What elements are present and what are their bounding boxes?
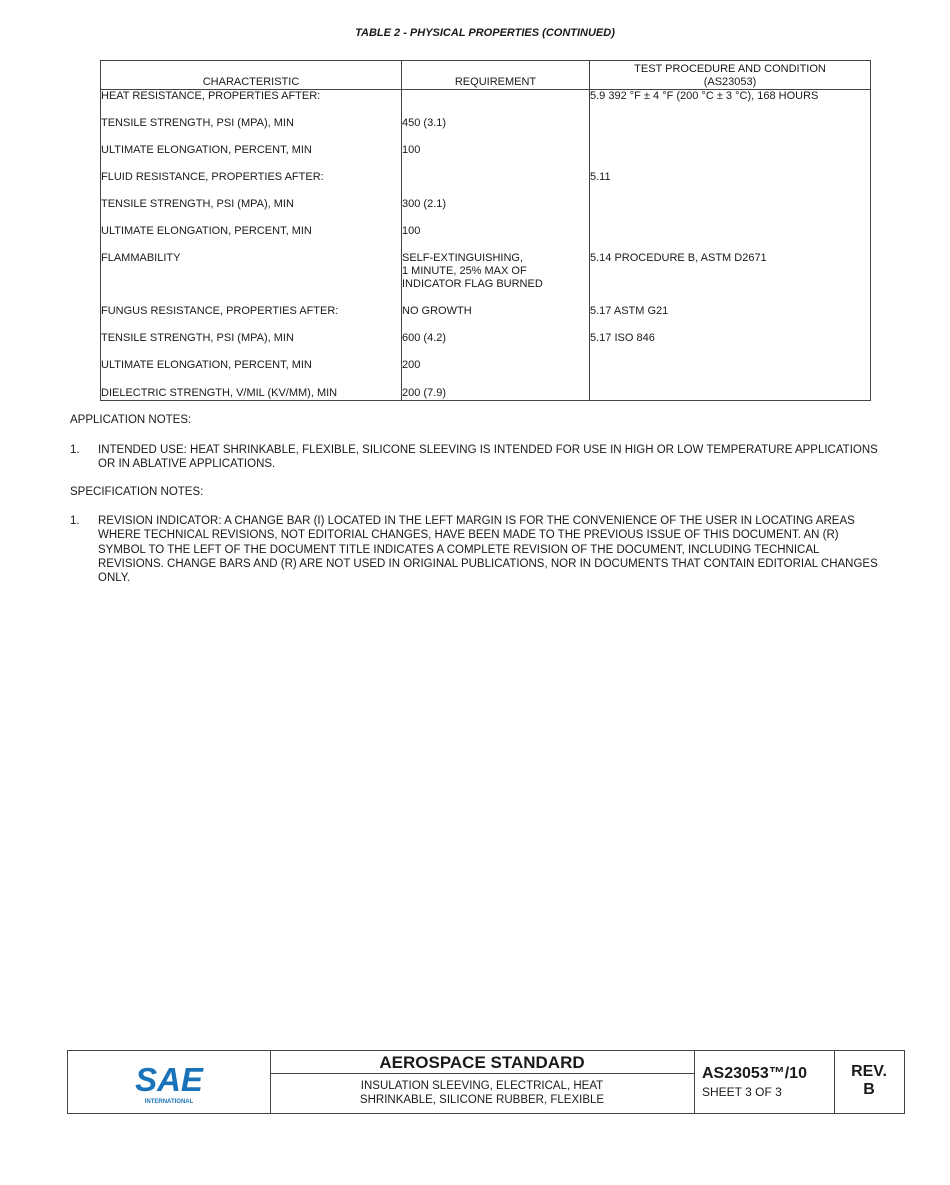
table-header-row	[101, 61, 871, 90]
header-characteristic: CHARACTERISTIC	[101, 61, 402, 90]
test-cell: 5.9 392 °F ± 4 °F (200 °C ± 3 °C), 168 HOURS	[590, 90, 871, 117]
test-cell	[590, 225, 871, 252]
characteristic-cell: ULTIMATE ELONGATION, PERCENT, MIN	[101, 225, 402, 252]
document-number: AS23053™/10	[702, 1065, 807, 1082]
table-row	[101, 198, 871, 225]
characteristic-cell: TENSILE STRENGTH, PSI (MPA), MIN	[101, 332, 402, 359]
table-row	[101, 332, 871, 359]
header-test-line2: (AS23053)	[703, 76, 757, 88]
characteristic-cell: FLUID RESISTANCE, PROPERTIES AFTER:	[101, 171, 402, 198]
table-title: TABLE 2 - PHYSICAL PROPERTIES (CONTINUED)	[355, 27, 615, 39]
requirement-cell	[402, 90, 590, 117]
test-cell	[590, 144, 871, 171]
specification-notes-heading: SPECIFICATION NOTES:	[70, 486, 204, 498]
requirement-cell: 600 (4.2)	[402, 332, 590, 359]
header-requirement: REQUIREMENT	[402, 61, 590, 90]
table-row	[101, 171, 871, 198]
logo-subtext: INTERNATIONAL	[144, 1099, 194, 1105]
sheet-number: SHEET 3 OF 3	[702, 1085, 782, 1099]
document-description	[270, 1074, 694, 1107]
footer-logo-cell	[68, 1051, 271, 1113]
logo-text: SAE	[135, 1061, 203, 1098]
header-test-line1: TEST PROCEDURE AND CONDITION	[634, 63, 826, 75]
table-row	[101, 144, 871, 171]
requirement-cell	[402, 252, 590, 305]
description-line: SHRINKABLE, SILICONE RUBBER, FLEXIBLE	[359, 1094, 605, 1106]
note-text: REVISION INDICATOR: A CHANGE BAR (I) LOCATED IN THE LEFT MARGIN IS FOR THE CONVENIENCE OF THE USER IN LOCATING AREAS WHERE TECHNICAL REVISIONS, NOT EDITORIAL CHANGES, HAVE BEEN MADE TO THE PREVIOUS ISSUE OF THIS DOCUMENT. AN (R) SYMBOL TO THE LEFT OF THE DOCUMENT TITLE INDICATES A COMPLETE REVISION OF THE DOCUMENT, INCLUDING TECHNICAL REVISIONS. CHANGE BARS AND (R) ARE NOT USED IN ORIGINAL PUBLICATIONS, NOR IN DOCUMENTS THAT CONTAIN EDITORIAL CHANGES ONLY.	[98, 515, 878, 585]
test-cell	[590, 359, 871, 386]
characteristic-cell: ULTIMATE ELONGATION, PERCENT, MIN	[101, 359, 402, 386]
requirement-cell	[402, 171, 590, 198]
physical-properties-table	[100, 60, 871, 401]
requirement-cell: 200 (7.9)	[402, 386, 590, 401]
requirement-cell: NO GROWTH	[402, 305, 590, 332]
table-row	[101, 252, 871, 305]
footer-title-cell	[270, 1051, 695, 1113]
sae-logo-icon	[68, 1051, 270, 1113]
test-cell	[590, 117, 871, 144]
test-cell: 5.14 PROCEDURE B, ASTM D2671	[590, 252, 871, 305]
table-row	[101, 90, 871, 117]
characteristic-cell: FUNGUS RESISTANCE, PROPERTIES AFTER:	[101, 305, 402, 332]
table-row	[101, 359, 871, 386]
footer-doc-cell	[694, 1051, 835, 1113]
description-line: INSULATION SLEEVING, ELECTRICAL, HEAT	[360, 1080, 604, 1092]
requirement-cell: 450 (3.1)	[402, 117, 590, 144]
test-cell: 5.17 ISO 846	[590, 332, 871, 359]
requirement-cell: 100	[402, 144, 590, 171]
footer-rev-cell	[834, 1051, 904, 1113]
note-number: 1.	[70, 515, 80, 527]
note-text: INTENDED USE: HEAT SHRINKABLE, FLEXIBLE, SILICONE SLEEVING IS INTENDED FOR USE IN HIGH OR LOW TEMPERATURE APPLICATIONS OR IN ABLATIVE APPLICATIONS.	[98, 444, 878, 471]
table-row	[101, 386, 871, 401]
test-cell	[590, 386, 871, 401]
document-footer	[67, 1050, 905, 1114]
characteristic-cell: TENSILE STRENGTH, PSI (MPA), MIN	[101, 198, 402, 225]
table-row	[101, 117, 871, 144]
characteristic-cell: TENSILE STRENGTH, PSI (MPA), MIN	[101, 117, 402, 144]
characteristic-cell: FLAMMABILITY	[101, 252, 402, 305]
requirement-cell: 100	[402, 225, 590, 252]
rev-label: REV.	[851, 1063, 887, 1080]
test-cell: 5.11	[590, 171, 871, 198]
requirement-cell: 200	[402, 359, 590, 386]
test-cell	[590, 198, 871, 225]
application-note-1	[70, 443, 880, 472]
requirement-cell: 300 (2.1)	[402, 198, 590, 225]
table-row	[101, 225, 871, 252]
application-notes-heading: APPLICATION NOTES:	[70, 414, 192, 426]
test-cell: 5.17 ASTM G21	[590, 305, 871, 332]
requirement-line: SELF-EXTINGUISHING,	[402, 251, 524, 264]
standard-type: AEROSPACE STANDARD	[270, 1051, 694, 1074]
table-row	[101, 305, 871, 332]
rev-value: B	[863, 1081, 875, 1098]
characteristic-cell: HEAT RESISTANCE, PROPERTIES AFTER:	[101, 90, 402, 117]
header-test-procedure	[590, 61, 871, 90]
specification-note-1	[70, 514, 880, 585]
requirement-line: 1 MINUTE, 25% MAX OF	[402, 264, 527, 277]
characteristic-cell: DIELECTRIC STRENGTH, V/MIL (KV/MM), MIN	[101, 386, 402, 401]
note-number: 1.	[70, 444, 80, 456]
requirement-line: INDICATOR FLAG BURNED	[402, 277, 543, 290]
characteristic-cell: ULTIMATE ELONGATION, PERCENT, MIN	[101, 144, 402, 171]
